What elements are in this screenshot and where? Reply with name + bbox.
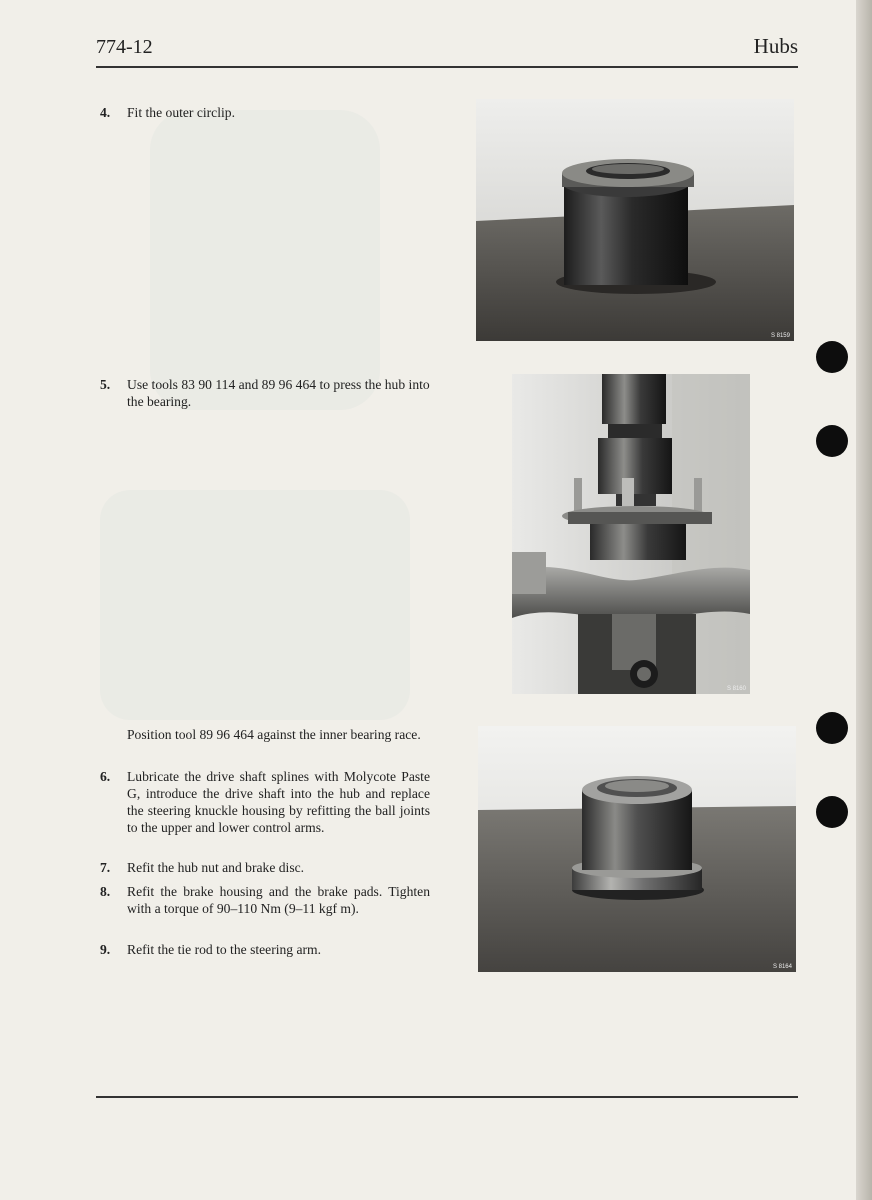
step-8 xyxy=(100,883,430,917)
step-6 xyxy=(100,768,430,836)
bleed-through-shadow xyxy=(100,490,410,720)
step-4 xyxy=(100,104,430,121)
photo-reference: S 8160 xyxy=(726,686,746,692)
punch-hole xyxy=(816,425,848,457)
note-text: Position tool 89 96 464 against the inner bearing race. xyxy=(127,727,421,742)
page-number: 774-12 xyxy=(96,36,153,58)
step-5 xyxy=(100,376,430,410)
step-7 xyxy=(100,859,430,876)
page-header xyxy=(96,32,798,68)
step-text: Fit the outer circlip. xyxy=(127,105,235,120)
section-title: Hubs xyxy=(753,34,798,58)
step-9 xyxy=(100,941,430,958)
step-number: 4. xyxy=(100,105,111,120)
page-edge xyxy=(856,0,872,1200)
step-text: Refit the tie rod to the steering arm. xyxy=(127,942,322,957)
step-text: Refit the hub nut and brake disc. xyxy=(127,860,305,875)
step-text: Lubricate the drive shaft splines with Molycote Paste G, introduce the drive shaft into the hub and replace the steering knuckle housing by refitting the ball joints to the upper and lower control arms. xyxy=(127,769,430,835)
step-number: 9. xyxy=(100,942,111,957)
footer-rule xyxy=(96,1096,798,1098)
bleed-through-shadow xyxy=(150,110,380,410)
step-number: 5. xyxy=(100,377,111,392)
step-text: Refit the brake housing and the brake pads. Tighten with a torque of 90–110 Nm (9–11 kgf m). xyxy=(127,884,430,916)
step-number: 6. xyxy=(100,769,111,784)
step-text: Use tools 83 90 114 and 89 96 464 to press the hub into the bearing. xyxy=(127,377,430,409)
punch-hole xyxy=(816,712,848,744)
photo-hub-press xyxy=(512,374,750,694)
step-number: 7. xyxy=(100,860,111,875)
punch-hole xyxy=(816,796,848,828)
step-number: 8. xyxy=(100,884,111,899)
photo-press-tool-circlip xyxy=(476,99,794,341)
photo-reference: S 8159 xyxy=(770,333,790,339)
photo-press-tool-inner-race xyxy=(478,726,796,972)
punch-hole xyxy=(816,341,848,373)
photo-reference: S 8164 xyxy=(772,964,792,970)
